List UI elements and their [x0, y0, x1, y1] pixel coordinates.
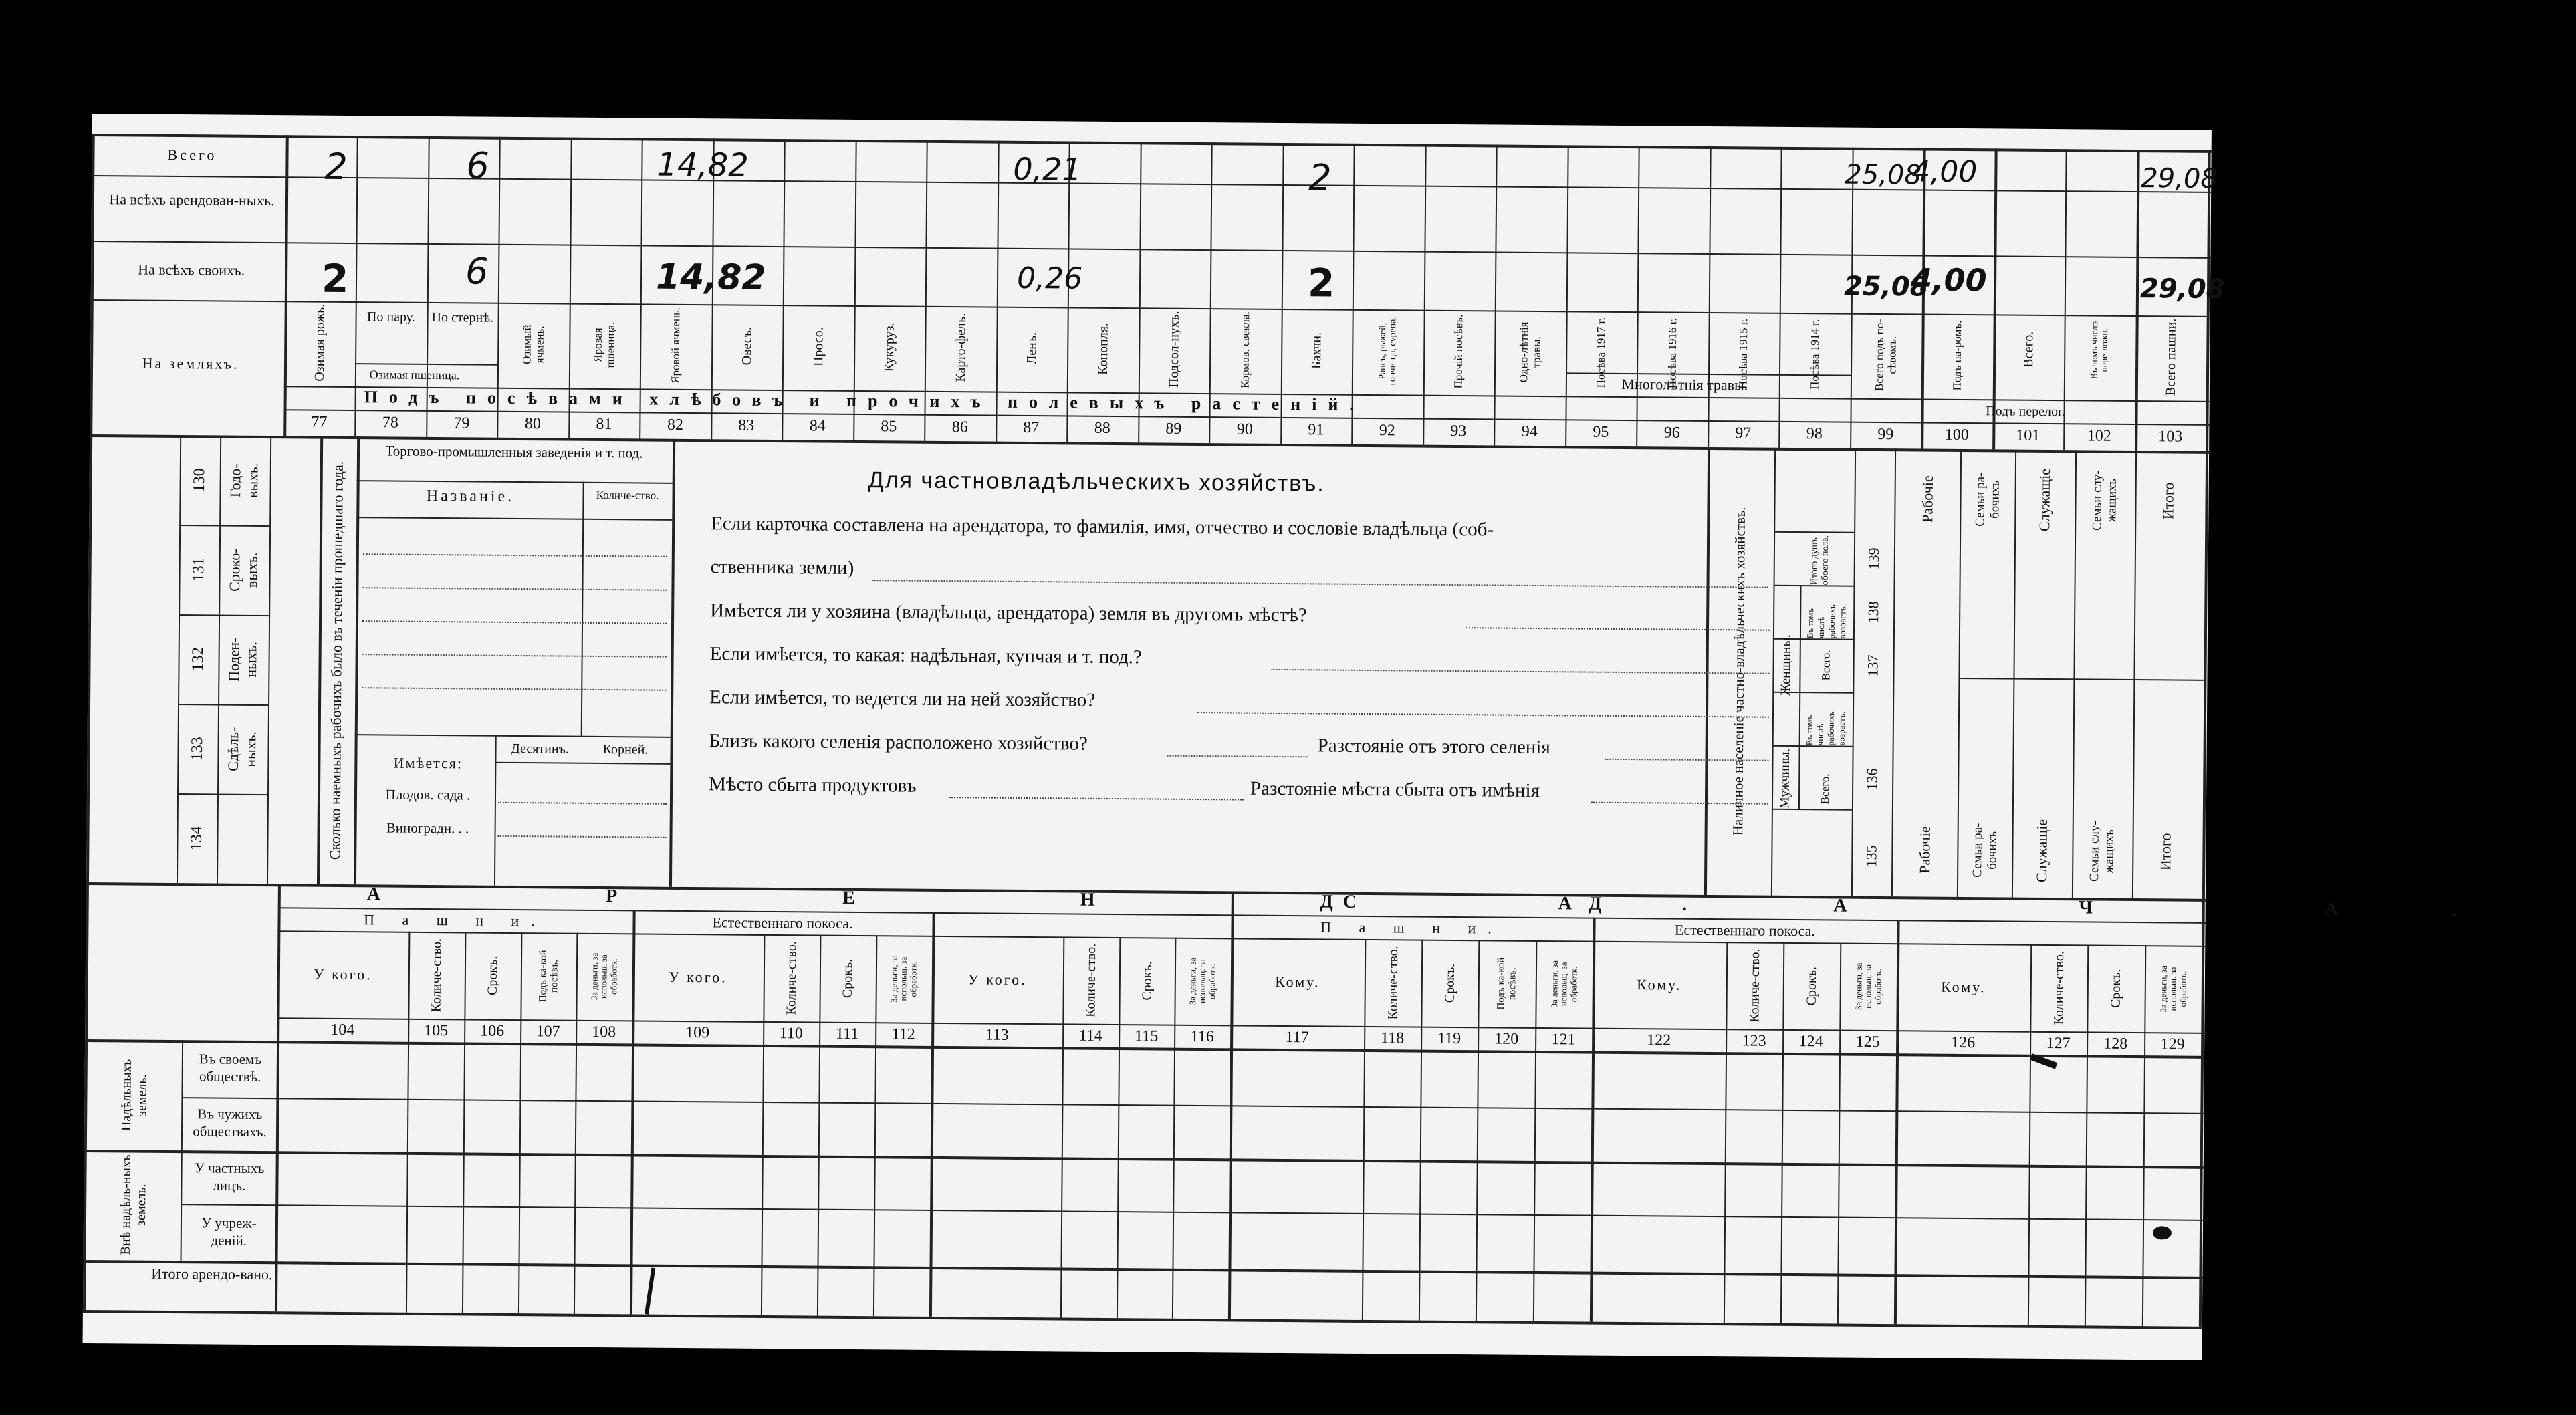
arenda-group-pashni-13: П а ш н и. [1320, 918, 1504, 937]
col-number-98: 98 [1806, 425, 1823, 443]
num-138: 138 [1865, 601, 1882, 624]
arenda-header-107: Подъ ка-кой посѣвъ. [537, 950, 560, 1003]
num-137: 137 [1864, 654, 1881, 677]
crop-header-20: Посѣва 1916 г. [1665, 317, 1679, 389]
center-line-2: ственника земли) [710, 556, 854, 579]
crop-header-19: Посѣва 1917 г. [1594, 317, 1608, 388]
col-number-84: 84 [809, 417, 826, 435]
col-number-77: 77 [311, 413, 328, 431]
row-label-vsego: Всего [167, 146, 217, 164]
arenda-col-106: 106 [480, 1022, 505, 1040]
arenda-col-105: 105 [424, 1021, 449, 1040]
arenda-col-109: 109 [685, 1024, 710, 1042]
hw-vsego-c6: 14,82 [657, 146, 749, 184]
col-number-87: 87 [1023, 418, 1040, 437]
arenda-col-129: 129 [2160, 1035, 2185, 1053]
crop-header-13: Подсол-нухъ. [1166, 311, 1182, 388]
center-line-5: Если имѣется, то ведется ли на ней хозяйство? [709, 686, 1096, 711]
crop-header-25: Всего. [2021, 331, 2036, 368]
hw-svoih-c3: 6 [465, 250, 489, 293]
nadelnyh-zemel-label: Надѣльныхъ земель. [119, 1059, 150, 1132]
crop-header-15: Бахчи. [1309, 332, 1324, 370]
arenda-group-pokos-18: Естественнаго покоса. [1674, 921, 1816, 940]
rabochie-top: Рабочіе [1919, 475, 1936, 523]
crop-header-9: Кукуруз. [882, 322, 897, 372]
imeetsya-label: Имѣется: [393, 754, 463, 772]
arenda-col-127: 127 [2046, 1034, 2071, 1053]
crop-header-27: Всего пашни. [2163, 318, 2179, 396]
korney-header: Корней. [602, 742, 649, 757]
col-number-82: 82 [667, 416, 683, 434]
semi-rabochih-top: Семьи ра-бочихъ [1973, 472, 2002, 527]
arenda-header-112: За деньги, за испольщ. за обработк. [889, 955, 919, 1003]
col-number-100: 100 [1944, 426, 1969, 444]
crop-header-3: По стернѣ. [431, 309, 494, 326]
arenda-col-117: 117 [1285, 1029, 1309, 1047]
arenda-group-pashni-0: П а ш н и. [364, 911, 547, 930]
crop-header-21: Посѣва 1915 г. [1736, 318, 1750, 390]
hired-row-label-131: Сроко-выхъ. [226, 548, 261, 592]
arenda-header-126: Кому. [1941, 978, 1986, 996]
itogo-top: Итого [2159, 482, 2177, 520]
arenda-col-104: 104 [330, 1021, 355, 1039]
u-chastnyh-lits: У частныхъ лицъ. [194, 1160, 265, 1194]
hw-svoih-c15: 2 [1307, 260, 1335, 306]
nazvanie-header: Названіе. [426, 487, 515, 505]
crop-header-24: Подъ па-ромъ. [1950, 320, 1964, 391]
arenda-col-124: 124 [1798, 1033, 1823, 1051]
arenda-header-128: Срокъ. [2108, 969, 2124, 1009]
crop-header-4: Озимый ячмень. [519, 324, 546, 364]
arenda-header-123: Количе-ство. [1746, 948, 1762, 1023]
hw-svoih-c6: 14,82 [655, 257, 766, 298]
hw-svoih-c11: 0,26 [1016, 261, 1083, 296]
col-number-91: 91 [1308, 421, 1324, 439]
arenda-header-124: Срокъ. [1804, 966, 1819, 1006]
hw-vsego-c3: 6 [466, 144, 490, 187]
census-card [83, 114, 2571, 1360]
arenda-header-122: Кому. [1637, 976, 1682, 993]
sdacha-banner: С Д А Ч А. [1342, 891, 2571, 922]
center-line-3: Имѣется ли у хозяина (владѣльца, арендатора) земля въ другомъ мѣстѣ? [710, 600, 1307, 626]
col-number-81: 81 [596, 415, 612, 434]
crop-header-26: Въ томъ числѣ пере-ложн. [2089, 320, 2111, 380]
semi-rabochih-bottom: Семьи ра-бочихъ [1970, 823, 2000, 878]
population-vertical-title: Наличное населеніе частно-владѣльческихъ хозяйствъ. [1730, 507, 1748, 836]
plodov-sada-label: Плодов. сада . [385, 786, 471, 803]
col-number-85: 85 [881, 418, 897, 436]
arenda-header-108: За деньги, за испольщ. за обработк. [589, 952, 619, 1001]
crop-header-18: Одно-лѣтнія травы. [1516, 321, 1542, 383]
col-number-92: 92 [1379, 422, 1395, 440]
vsego-m-label: Всего. [1818, 773, 1832, 805]
itogo-arendovano: Итого арендо-вано. [151, 1265, 273, 1283]
hired-row-num-130: 130 [191, 468, 209, 493]
hw-svoih-c27: 29,08 [2139, 273, 2225, 305]
arenda-col-123: 123 [1742, 1032, 1766, 1050]
arenda-header-117: Кому. [1275, 973, 1320, 991]
hired-row-label-130: Годо-выхъ. [227, 463, 261, 499]
row-label-svoih: На всѣхъ своихъ. [138, 261, 245, 279]
hw-svoih-c23: 25,08 [1843, 271, 1929, 303]
arenda-header-116: За деньги, за испольщ. за обработк. [1187, 957, 1217, 1005]
num-135: 135 [1863, 845, 1880, 868]
center-line-7: Разстояніе отъ этого селенія [1317, 735, 1550, 759]
col-number-93: 93 [1450, 422, 1467, 440]
arenda-col-128: 128 [2103, 1035, 2128, 1053]
hw-svoih-c1: 2 [321, 255, 349, 302]
center-line-4: Если имѣется, то какая: надѣльная, купчая и т. под.? [709, 643, 1142, 668]
col-number-88: 88 [1094, 419, 1110, 437]
crop-header-14: Кормов. свекла. [1238, 311, 1252, 388]
arenda-col-119: 119 [1437, 1029, 1461, 1048]
v-tom-m-label: Въ томъ числѣ рабочихъ возрастъ. [1804, 711, 1847, 746]
arenda-col-116: 116 [1190, 1027, 1214, 1046]
crop-header-6: Яровой ячмень. [669, 307, 682, 384]
arenda-header-119: Срокъ. [1442, 963, 1457, 1003]
crop-header-10: Карто-фель. [953, 313, 969, 382]
col-number-79: 79 [453, 414, 470, 432]
arenda-col-113: 113 [985, 1026, 1009, 1044]
arenda-col-122: 122 [1647, 1031, 1671, 1049]
arenda-header-111: Срокъ. [840, 958, 856, 999]
hired-row-num-134: 134 [187, 826, 206, 851]
crop-header-8: Просо. [810, 327, 826, 367]
hired-row-label-132: Поден-ныхъ. [225, 637, 260, 682]
hired-row-num-133: 133 [188, 737, 207, 761]
row-label-arendovannyh: На всѣхъ арендован-ныхъ. [109, 190, 275, 209]
desyatin-header: Десятинъ. [511, 741, 570, 757]
col-number-103: 103 [2158, 428, 2183, 446]
center-line-9: Разстояніе мѣста сбыта отъ имѣнія [1250, 777, 1540, 802]
u-uchrezhdeniy: У учреж-деній. [201, 1214, 257, 1249]
arenda-col-108: 108 [592, 1023, 616, 1041]
col-number-102: 102 [2087, 427, 2111, 445]
col-number-89: 89 [1165, 420, 1182, 438]
arenda-header-114: Количе-ство. [1083, 943, 1099, 1018]
hw-vsego-c1: 2 [324, 145, 348, 188]
arenda-col-114: 114 [1078, 1027, 1102, 1045]
mnogoletnie-travy-label: Многолѣтнія травы. [1621, 375, 1748, 394]
col-number-96: 96 [1663, 424, 1680, 442]
arenda-header-120: Подъ ка-кой посѣвъ. [1496, 957, 1518, 1010]
arenda-header-104: У кого. [313, 965, 372, 983]
arenda-col-120: 120 [1494, 1030, 1519, 1048]
itogo-dush-label: Итого душъ обоего пола. [1809, 535, 1831, 586]
crop-header-5: Яровая пшеница. [591, 321, 617, 368]
arenda-group-pokos-5: Естественнаго покоса. [712, 914, 853, 932]
arenda-col-126: 126 [1951, 1033, 1976, 1052]
hw-vsego-c11: 0,21 [1013, 150, 1082, 188]
crop-header-23: Всего подъ по-сѣвомъ. [1873, 318, 1899, 392]
vsego-z-label: Всего. [1819, 650, 1833, 681]
kolichestvo-header: Количе-ство. [596, 488, 659, 502]
semi-sluzh-top: Семьи слу-жащихъ [2090, 470, 2119, 531]
vne-nadelnyh-label: Внѣ надѣль-ныхъ земель. [118, 1154, 149, 1255]
pod-perelog-label: Подъ перелог. [1986, 404, 2066, 420]
center-title: Для частновладѣльческихъ хозяйствъ. [868, 467, 1325, 497]
torg-title: Торгово-промышленныя заведенія и т. под. [385, 442, 643, 461]
pod-posevami-banner: Подъ посѣвами хлѣбовъ и прочихъ полевыхъ растеній. [364, 387, 1365, 414]
num-136: 136 [1863, 768, 1881, 791]
col-number-90: 90 [1236, 420, 1253, 438]
sluzhashchie-top: Служащіе [2036, 468, 2053, 532]
crop-header-2: По пару. [366, 309, 415, 325]
hw-vsego-c15: 2 [1308, 156, 1332, 199]
col-number-80: 80 [524, 415, 541, 433]
arenda-col-111: 111 [836, 1025, 859, 1043]
col-number-86: 86 [951, 418, 968, 436]
sluzhashchie-bottom: Служащіе [2033, 819, 2051, 883]
arenda-header-109: У кого. [668, 968, 727, 986]
crop-header-16: Рапсъ, рыжей, горчи-ца, сурепа. [1377, 317, 1399, 386]
hw-vsego-c23: 25,08 [1845, 159, 1922, 191]
crop-header-17: Прочій посѣвъ. [1451, 314, 1466, 389]
v-tom-z-label: Въ томъ числѣ рабочихъ возрастъ. [1804, 604, 1848, 639]
row-label-na-zemlyah: На земляхъ. [142, 354, 239, 372]
crop-header-22: Посѣва 1914 г. [1807, 319, 1821, 390]
semi-sluzh-bottom: Семьи слу-жащихъ [2087, 821, 2117, 882]
col-number-83: 83 [738, 416, 755, 434]
arenda-col-118: 118 [1381, 1029, 1405, 1047]
arenda-col-112: 112 [891, 1025, 915, 1043]
num-139: 139 [1865, 547, 1882, 570]
hw-svoih-c24: 4,00 [1910, 261, 1987, 299]
itogo-bottom: Итого [2157, 833, 2174, 871]
col-number-94: 94 [1521, 422, 1538, 440]
zhenshchiny-label: Женщины. [1778, 634, 1794, 696]
arenda-col-125: 125 [1855, 1033, 1880, 1051]
col-number-99: 99 [1877, 425, 1894, 444]
arenda-header-129: За деньги, за испольщ. за обработк. [2157, 965, 2188, 1013]
crop-header-12: Конопля. [1095, 322, 1111, 375]
center-line-6: Близъ какого селенія расположено хозяйство? [709, 730, 1088, 755]
vinogradn-label: Виноградн. . . [386, 819, 469, 837]
crop-header-7: Овесъ. [739, 326, 755, 366]
hw-vsego-c24: 4,00 [1911, 154, 1978, 190]
hired-row-label-133: Сдѣль-ныхъ. [224, 727, 259, 771]
col-number-101: 101 [2016, 426, 2040, 444]
col-number-78: 78 [382, 414, 398, 432]
arenda-col-107: 107 [536, 1023, 560, 1041]
arenda-col-121: 121 [1551, 1031, 1576, 1049]
muzhchiny-label: Мужчины. [1777, 748, 1793, 809]
arenda-header-125: За деньги, за испольщ. за обработк. [1853, 962, 1883, 1011]
arenda-header-115: Срокъ. [1139, 961, 1155, 1001]
center-line-1: Если карточка составлена на арендатора, то фамилія, имя, отчество и сословіе владѣльца (соб- [711, 513, 1494, 541]
arenda-header-106: Срокъ. [485, 956, 501, 996]
crop-header-1: Озимая рожь. [312, 303, 328, 382]
hired-row-num-132: 132 [189, 647, 207, 672]
col-number-95: 95 [1593, 423, 1609, 441]
arenda-header-127: Количе-ство. [2051, 950, 2067, 1025]
hw-vsego-c27: 29,08 [2141, 163, 2218, 195]
arenda-header-113: У кого. [967, 971, 1027, 989]
hired-row-num-131: 131 [190, 557, 208, 582]
arenda-header-105: Количе-ство. [429, 938, 445, 1013]
v-chuzhih-obshchestvah: Въ чужихъ обществахъ. [193, 1106, 267, 1140]
center-line-8: Мѣсто сбыта продуктовъ [709, 773, 917, 797]
rabochie-bottom: Рабочіе [1916, 826, 1934, 874]
hired-workers-vertical-title: Сколько наемныхъ рабочихъ было въ теченіи прошедшаго года. [326, 461, 346, 860]
arenda-header-110: Количе-ство. [784, 941, 800, 1015]
arenda-col-110: 110 [779, 1025, 803, 1043]
arenda-banner: А Р Е Н Д А. [366, 884, 1798, 916]
col-number-97: 97 [1735, 424, 1752, 442]
arenda-header-121: За деньги, за испольщ. за обработк. [1548, 960, 1578, 1008]
crop-header-11: Ленъ. [1024, 332, 1040, 365]
ozimaya-pshenitsa-label: Озимая пшеница. [369, 368, 460, 382]
v-svoem-obshchestve: Въ своемъ обществѣ. [199, 1051, 262, 1085]
arenda-col-115: 115 [1135, 1027, 1159, 1045]
arenda-header-118: Количе-ство. [1385, 946, 1401, 1020]
